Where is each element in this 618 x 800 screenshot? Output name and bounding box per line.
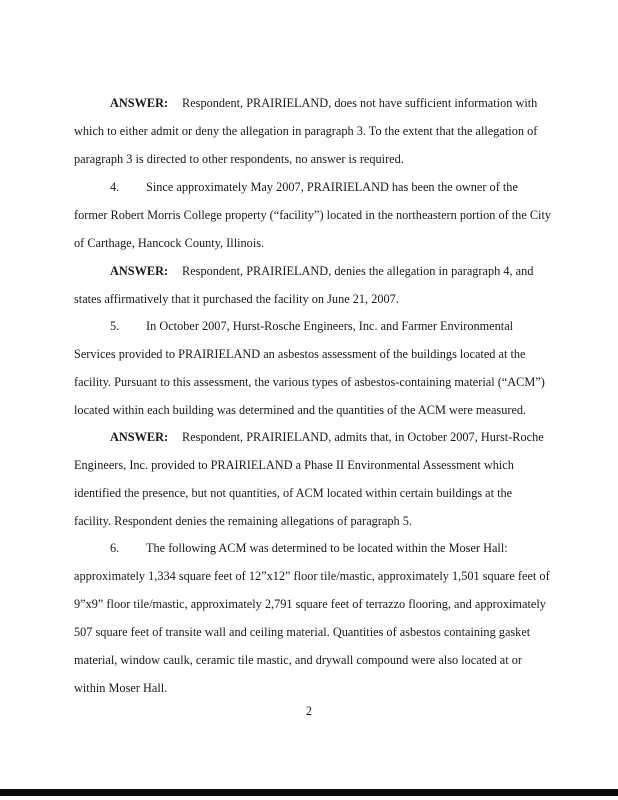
paragraph-4-line-2: former Robert Morris College property (“facility”) located in the northeastern portion of the City [74,208,552,222]
answer-label: ANSWER: [110,96,169,110]
page-number: 2 [305,704,313,718]
paragraph-6-line-4: 507 square feet of transite wall and ceiling material. Quantities of asbestos containing gasket [74,625,531,639]
paragraph-5-line-1 [110,319,514,333]
answer-label: ANSWER: [110,430,169,444]
answer-5-line-4: facility. Respondent denies the remaining allegations of paragraph 5. [74,514,412,528]
answer-3-line-1 [110,96,538,110]
answer-text: Respondent, PRAIRIELAND, admits that, in October 2007, Hurst-Roche [182,430,544,444]
paragraph-4-line-3: of Carthage, Hancock County, Illinois. [74,236,265,250]
answer-5-line-2: Engineers, Inc. provided to PRAIRIELAND a Phase II Environmental Assessment which [74,458,514,472]
paragraph-5-line-2: Services provided to PRAIRIELAND an asbestos assessment of the buildings located at the [74,347,526,361]
answer-4-line-1 [110,264,534,278]
paragraph-5-line-4: located within each building was determined and the quantities of the ACM were measured. [74,403,527,417]
answer-4-line-2: states affirmatively that it purchased the facility on June 21, 2007. [74,292,399,306]
answer-3-line-3: paragraph 3 is directed to other respondents, no answer is required. [74,152,404,166]
paragraph-number: 4. [110,180,120,194]
paragraph-number: 6. [110,541,120,555]
answer-label: ANSWER: [110,264,169,278]
answer-text: Respondent, PRAIRIELAND, denies the allegation in paragraph 4, and [182,264,534,278]
answer-5-line-3: identified the presence, but not quantities, of ACM located within certain buildings at the [74,486,513,500]
paragraph-4-line-1 [110,180,518,194]
paragraph-number: 5. [110,319,120,333]
paragraph-6-line-3: 9”x9” floor tile/mastic, approximately 2,791 square feet of terrazzo flooring, and approximately [74,597,546,611]
paragraph-6-line-1 [110,541,508,555]
paragraph-text: In October 2007, Hurst-Rosche Engineers, Inc. and Farmer Environmental [146,319,514,333]
answer-text: Respondent, PRAIRIELAND, does not have sufficient information with [182,96,538,110]
paragraph-text: Since approximately May 2007, PRAIRIELAND has been the owner of the [146,180,518,194]
paragraph-6-line-6: within Moser Hall. [74,681,168,695]
paragraph-5-line-3: facility. Pursuant to this assessment, the various types of asbestos-containing material (“ACM”) [74,375,545,389]
paragraph-6-line-5: material, window caulk, ceramic tile mastic, and drywall compound were also located at or [74,653,522,667]
paragraph-6-line-2: approximately 1,334 square feet of 12”x12” floor tile/mastic, approximately 1,501 square feet of [74,569,550,583]
paragraph-text: The following ACM was determined to be located within the Moser Hall: [146,541,508,555]
scan-edge-bar [0,789,618,796]
answer-3-line-2: which to either admit or deny the allegation in paragraph 3. To the extent that the allegation of [74,124,538,138]
answer-5-line-1 [110,430,544,444]
